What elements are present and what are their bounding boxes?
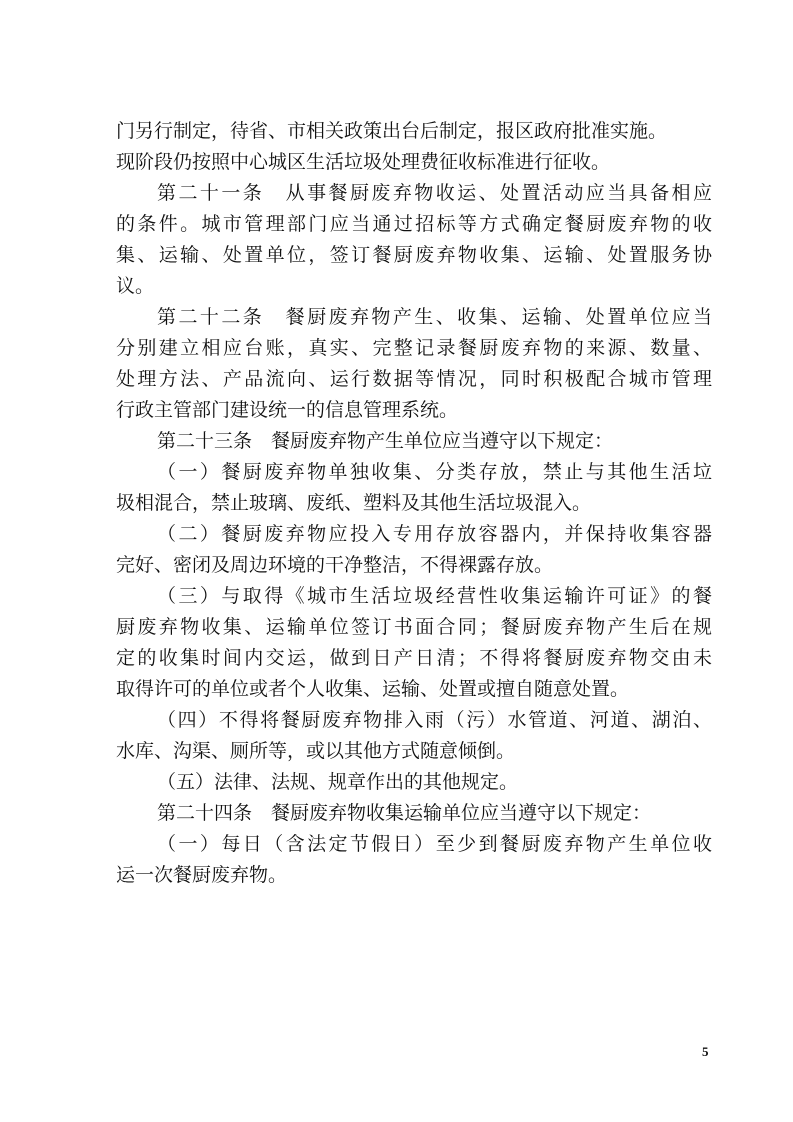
text-line: 集、运输、处置单位，签订餐厨废弃物收集、运输、处置服务协 <box>116 244 712 266</box>
text-line: 水库、沟渠、厕所等，或以其他方式随意倾倒。 <box>116 740 516 762</box>
list-item-line: （二）餐厨废弃物应投入专用存放容器内，并保持收集容器 <box>157 523 712 545</box>
list-item-line: （一）每日（含法定节假日）至少到餐厨废弃物产生单位收 <box>157 833 712 855</box>
text-line: 运一次餐厨废弃物。 <box>116 864 288 886</box>
text-line: 门另行制定，待省、市相关政策出台后制定，报区政府批准实施。 <box>116 120 668 142</box>
text-line: 现阶段仍按照中心城区生活垃圾处理费征收标准进行征收。 <box>116 151 611 173</box>
article-21-heading-line: 第二十一条 从事餐厨废弃物收运、处置活动应当具备相应 <box>157 182 712 204</box>
text-line: 的条件。城市管理部门应当通过招标等方式确定餐厨废弃物的收 <box>116 213 712 235</box>
text-line: 圾相混合，禁止玻璃、废纸、塑料及其他生活垃圾混入。 <box>116 492 592 514</box>
text-line: 分别建立相应台账，真实、完整记录餐厨废弃物的来源、数量、 <box>116 337 712 359</box>
text-line: 处理方法、产品流向、运行数据等情况，同时积极配合城市管理 <box>116 368 712 390</box>
text-line: 取得许可的单位或者个人收集、运输、处置或擅自随意处置。 <box>116 678 630 700</box>
list-item-line: （四）不得将餐厨废弃物排入雨（污）水管道、河道、湖泊、 <box>157 709 712 731</box>
list-item-line: （一）餐厨废弃物单独收集、分类存放，禁止与其他生活垃 <box>157 461 712 483</box>
article-23-heading-line: 第二十三条 餐厨废弃物产生单位应当遵守以下规定： <box>157 430 614 452</box>
text-line: 厨废弃物收集、运输单位签订书面合同；餐厨废弃物产生后在规 <box>116 616 712 638</box>
list-item-line: （五）法律、法规、规章作出的其他规定。 <box>157 771 519 793</box>
text-line: 议。 <box>116 275 155 297</box>
article-22-heading-line: 第二十二条 餐厨废弃物产生、收集、运输、处置单位应当 <box>157 306 712 328</box>
page-number: 5 <box>702 1044 709 1059</box>
document-body <box>116 116 712 891</box>
text-line: 定的收集时间内交运，做到日产日清；不得将餐厨废弃物交由未 <box>116 647 712 669</box>
text-line: 完好、密闭及周边环境的干净整洁，不得裸露存放。 <box>116 554 554 576</box>
article-24-heading-line: 第二十四条 餐厨废弃物收集运输单位应当遵守以下规定： <box>157 802 652 824</box>
list-item-line: （三）与取得《城市生活垃圾经营性收集运输许可证》的餐 <box>157 585 712 607</box>
text-line: 行政主管部门建设统一的信息管理系统。 <box>116 399 459 421</box>
